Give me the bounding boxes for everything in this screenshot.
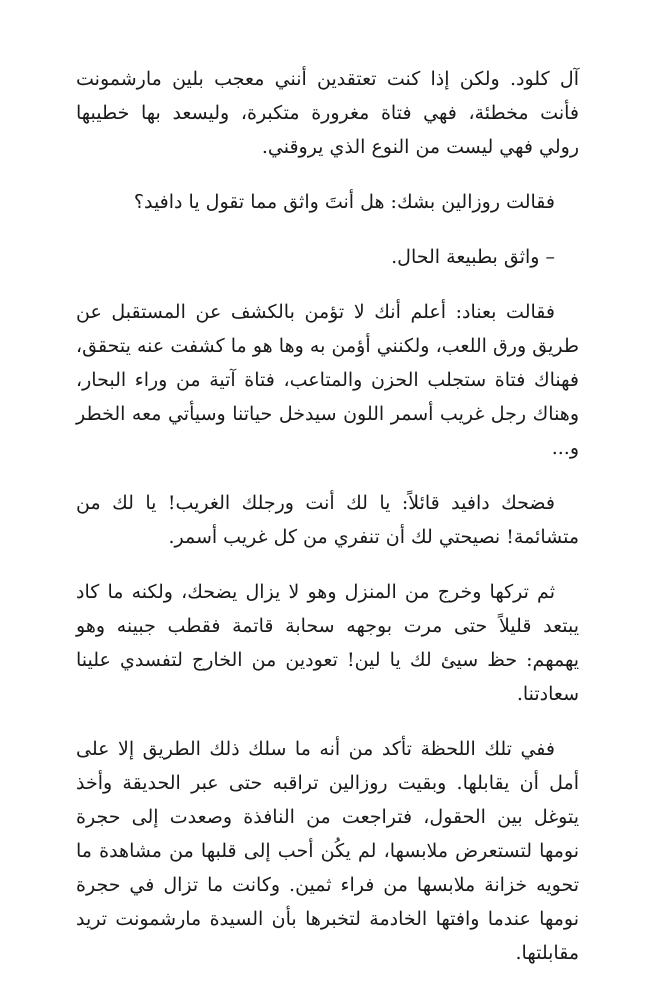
paragraph-2: فقالت روزالين بشك: هل أنتَ واثق مما تقول يا دافيد؟: [133, 191, 555, 213]
paragraph-5: فضحك دافيد قائلاً: يا لك أنت ورجلك الغريب! يا لك من متشائمة! نصيحتي لك أن تنفري من كل غريب أسمر.: [76, 492, 579, 548]
paragraph-6: ثم تركها وخرج من المنزل وهو لا يزال يضحك، ولكنه ما كاد يبتعد قليلاً حتى مرت بوجهه سحابة قاتمة فقطب جبينه وهو يهمهم: حظ سيئ لك يا لين! تعودين من الخارج لتفسدي علينا سعادتنا.: [76, 581, 579, 705]
paragraph-1: آل كلود. ولكن إذا كنت تعتقدين أنني معجب بلين مارشمونت فأنت مخطئة، فهي فتاة مغرورة متكبرة، وليسعد بها خطيبها رولي فهي ليست من النوع الذي يروقني.: [76, 68, 579, 158]
paragraph-3: – واثق بطبيعة الحال.: [391, 246, 555, 268]
paragraph-4: فقالت بعناد: أعلم أنك لا تؤمن بالكشف عن المستقبل عن طريق ورق اللعب، ولكنني أؤمن به وها هو ما كشفت عنه يتحقق، فهناك فتاة ستجلب الحزن والمتاعب، فتاة آتية من وراء البحار، وهناك رجل غريب أسمر اللون سيدخل حياتنا وسيأتي معه الخطر و...: [76, 301, 579, 459]
paragraph-7: ففي تلك اللحظة تأكد من أنه ما سلك ذلك الطريق إلا على أمل أن يقابلها. وبقيت روزالين تراقبه حتى عبر الحديقة وأخذ يتوغل بين الحقول، فتراجعت من النافذة وصعدت إلى حجرة نومها لتستعرض ملابسها، لم يكُن أحب إلى قلبها من مشاهدة ما تحويه خزانة ملابسها من فراء ثمين. وكانت ما تزال في حجرة نومها عندما وافتها الخادمة لتخبرها بأن السيدة مارشمونت تريد مقابلتها.: [76, 738, 579, 964]
